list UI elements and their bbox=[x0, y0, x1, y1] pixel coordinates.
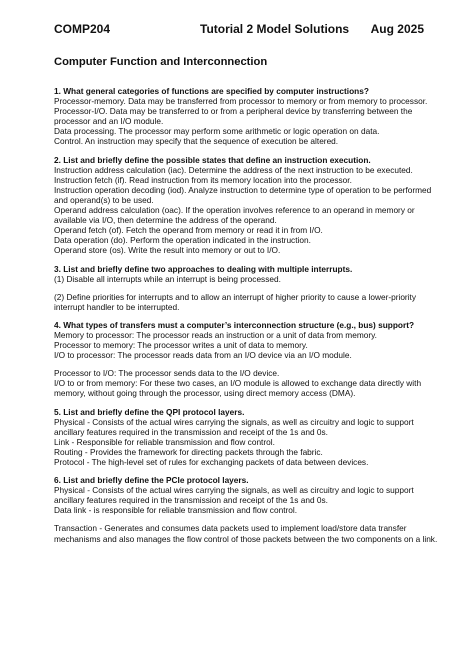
answer-line: Processor-I/O. Data may be transferred to or from a peripheral device by transferring between the processor and an I/O module. bbox=[54, 106, 413, 127]
answer-line: Physical - Consists of the actual wires carrying the signals, as well as circuitry and logic to support ancillary features required in the transmission and receipt of the 1s and 0s. bbox=[54, 485, 414, 506]
section-1 bbox=[54, 86, 446, 147]
header-date: Aug 2025 bbox=[370, 22, 424, 36]
answer-line: Link - Responsible for reliable transmission and flow control. bbox=[54, 436, 275, 447]
section-2 bbox=[54, 155, 446, 256]
section-3 bbox=[54, 264, 446, 312]
answer-line: Operand store (os). Write the result into memory or out to I/O. bbox=[54, 245, 281, 256]
tutorial-title: Tutorial 2 Model Solutions bbox=[200, 22, 350, 36]
answer-line: Data operation (do). Perform the operation indicated in the instruction. bbox=[54, 235, 311, 246]
question-heading: 4. What types of transfers must a computer’s interconnection structure (e.g., bus) support? bbox=[54, 319, 415, 330]
answer-line: Routing - Provides the framework for directing packets through the fabric. bbox=[54, 446, 323, 457]
section-5 bbox=[54, 407, 446, 468]
answer-line: Processor to I/O: The processor sends data to the I/O device. bbox=[54, 368, 280, 379]
answer-line: Control. An instruction may specify that the sequence of execution be altered. bbox=[54, 136, 339, 147]
document-body bbox=[54, 86, 446, 552]
answer-line: Operand fetch (of). Fetch the operand from memory or read it in from I/O. bbox=[54, 225, 323, 236]
paragraph-gap bbox=[54, 284, 446, 292]
answer-line: I/O to processor: The processor reads data from an I/O device via an I/O module. bbox=[54, 350, 352, 361]
document-title: Computer Function and Interconnection bbox=[54, 56, 268, 68]
question-heading: 3. List and briefly define two approaches to dealing with multiple interrupts. bbox=[54, 263, 353, 274]
question-heading: 2. List and briefly define the possible states that define an instruction execution. bbox=[54, 154, 371, 165]
answer-line: Physical - Consists of the actual wires carrying the signals, as well as circuitry and logic to support ancillary features required in the transmission and receipt of the 1s and 0s. bbox=[54, 416, 414, 437]
answer-line: Memory to processor: The processor reads an instruction or a unit of data from memory. bbox=[54, 329, 377, 340]
answer-line: Operand address calculation (oac). If the operation involves reference to an operand in memory or available via I/O, then determine the address of the operand. bbox=[54, 205, 415, 226]
answer-line: Protocol - The high-level set of rules for exchanging packets of data between devices. bbox=[54, 457, 369, 467]
answer-line: Processor to memory: The processor writes a unit of data to memory. bbox=[54, 340, 308, 351]
answer-line: Instruction address calculation (iac). Determine the address of the next instruction to be executed. bbox=[54, 164, 413, 175]
question-heading: 1. What general categories of functions are specified by computer instructions? bbox=[54, 86, 369, 96]
section-4 bbox=[54, 320, 446, 399]
answer-line: (1) Disable all interrupts while an interrupt is being processed. bbox=[54, 273, 281, 284]
answer-line: Instruction fetch (if). Read instruction from its memory location into the processor. bbox=[54, 174, 352, 185]
answer-line: Transaction - Generates and consumes data packets used to implement load/store data transfer mechanisms and also manages the flow control of those packets between the two components on a link. bbox=[54, 523, 438, 544]
answer-line: Processor-memory. Data may be transferred from processor to memory or from memory to processor. bbox=[54, 96, 428, 107]
question-heading: 6. List and briefly define the PCIe protocol layers. bbox=[54, 475, 249, 486]
course-code: COMP204 bbox=[54, 22, 111, 36]
answer-line: Data processing. The processor may perform some arithmetic or logic operation on data. bbox=[54, 126, 380, 137]
answer-line: Data link - is responsible for reliable transmission and flow control. bbox=[54, 505, 298, 516]
answer-line: I/O to or from memory: For these two cases, an I/O module is allowed to exchange data directly with memory, without going through the processor, using direct memory access (DMA). bbox=[54, 378, 422, 399]
section-6 bbox=[54, 475, 446, 544]
paragraph-gap bbox=[54, 515, 446, 523]
page-header bbox=[54, 22, 424, 40]
answer-line: (2) Define priorities for interrupts and to allow an interrupt of higher priority to cause a lower-priority interrupt handler to be interrupted. bbox=[54, 291, 416, 312]
answer-line: Instruction operation decoding (iod). Analyze instruction to determine type of operation to be performed and operand(s) to be used. bbox=[54, 184, 432, 205]
question-heading: 5. List and briefly define the QPI protocol layers. bbox=[54, 406, 245, 417]
paragraph-gap bbox=[54, 360, 446, 368]
